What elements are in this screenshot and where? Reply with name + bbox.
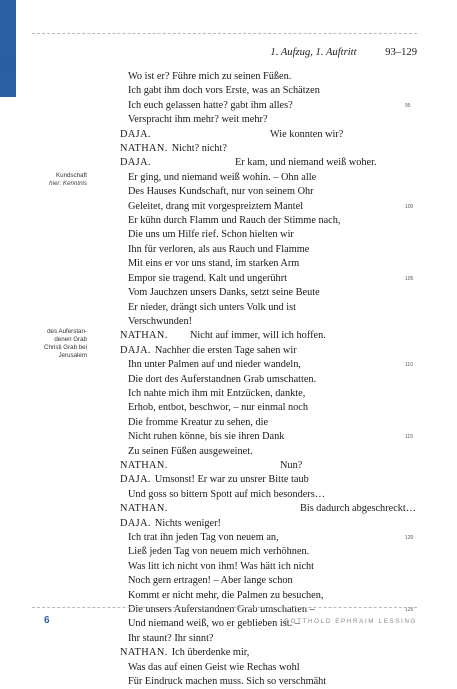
speaker-name: NATHAN. xyxy=(120,459,168,471)
section-label: TEXT xyxy=(3,46,13,78)
author-name: GOTTHOLD EPHRAIM LESSING xyxy=(284,618,417,625)
line-text: Nicht ruhen könne, bis sie ihren Dank xyxy=(128,431,285,443)
verse-line xyxy=(120,113,420,127)
speaker-name: DAJA. xyxy=(120,474,151,486)
margin-gloss-kundschaft xyxy=(49,172,87,188)
line-text: Er nieder, drängt sich unters Volk und ist xyxy=(128,301,296,313)
line-text: Ihr staunt? Ihr sinnt? xyxy=(128,632,214,644)
line-text: Nachher die ersten Tage sahen wir xyxy=(154,344,297,356)
verse-line xyxy=(120,416,420,430)
line-text: Die fromme Kreatur zu sehen, die xyxy=(128,416,269,428)
top-divider xyxy=(32,33,417,34)
margin-gloss-grab xyxy=(44,328,87,360)
verse-line xyxy=(120,70,420,84)
line-text: Was das auf einen Geist wie Rechas wohl xyxy=(128,661,300,673)
speaker-name: NATHAN. xyxy=(120,143,168,155)
line-number: 100 xyxy=(405,203,414,210)
verse-line xyxy=(120,373,420,387)
page-number: 6 xyxy=(44,615,50,626)
bottom-divider xyxy=(32,607,417,608)
speaker-name: DAJA. xyxy=(120,157,151,169)
verse-line xyxy=(120,214,420,228)
line-text: Mit eins er vor uns stand, im starken Arm xyxy=(128,258,300,270)
line-text: Umsonst! Er war zu unsrer Bitte taub xyxy=(154,474,309,486)
verse-line xyxy=(120,646,420,660)
line-text: Und niemand weiß, wo er geblieben ist. – xyxy=(128,618,300,630)
line-text: Er kam, und niemand weiß woher. xyxy=(235,157,377,169)
verse-line xyxy=(120,185,420,199)
speaker-name: DAJA. xyxy=(120,344,151,356)
line-text: Die unsers Auferstandnen Grab umschatten – xyxy=(128,604,315,616)
line-text: Noch gern ertragen! – Aber lange schon xyxy=(128,575,293,587)
verse-line xyxy=(120,430,420,444)
verse-line xyxy=(120,531,420,545)
line-text: Er kühn durch Flamm und Rauch der Stimme nach, xyxy=(128,215,341,227)
line-text: Nicht? nicht? xyxy=(171,143,227,155)
line-text: Ihn für verloren, als aus Rauch und Flamme xyxy=(128,243,310,255)
verse-line xyxy=(120,315,420,329)
line-text: Geleitet, drang mit vorgespreiztem Mantel xyxy=(128,200,304,212)
verse-line xyxy=(120,488,420,502)
speaker-name: DAJA. xyxy=(120,517,151,529)
verse-line xyxy=(120,99,420,113)
verse-line xyxy=(120,589,420,603)
verse-line xyxy=(120,272,420,286)
verse-text xyxy=(120,70,420,689)
verse-line xyxy=(120,661,420,675)
line-text: Bis dadurch abgeschreckt… xyxy=(300,503,417,515)
verse-line xyxy=(120,200,420,214)
line-text: Ich gabt ihm doch vors Erste, was an Schätzen xyxy=(128,85,320,97)
line-text: Er ging, und niemand weiß wohin. – Ohn alle xyxy=(128,171,317,183)
verse-line xyxy=(120,142,420,156)
line-text: Ließ jeden Tag von neuem mich verhöhnen. xyxy=(128,546,310,558)
gloss-term: des Auferstan- xyxy=(47,328,87,335)
line-text: Für Eindruck machen muss. Sich so verschmäht xyxy=(128,676,327,688)
line-text: Verschwunden! xyxy=(128,315,193,327)
act-scene: 1. Aufzug, 1. Auftritt xyxy=(270,47,357,58)
verse-line xyxy=(120,344,420,358)
verse-line xyxy=(120,243,420,257)
line-text: Ich nahte mich ihm mit Entzücken, dankte, xyxy=(128,387,306,399)
verse-line xyxy=(120,286,420,300)
verse-line xyxy=(120,473,420,487)
line-number: 125 xyxy=(405,607,414,614)
verse-line xyxy=(120,560,420,574)
line-number: 115 xyxy=(405,434,413,441)
verse-line xyxy=(120,574,420,588)
verse-line xyxy=(120,502,420,516)
line-text: Und goss so bittern Spott auf mich besonders… xyxy=(128,488,326,500)
gloss-meaning: hier: Kenntnis xyxy=(49,180,87,187)
verse-line xyxy=(120,401,420,415)
verse-line xyxy=(120,632,420,646)
speaker-name: NATHAN. xyxy=(120,330,168,342)
running-head xyxy=(270,47,417,58)
verse-line xyxy=(120,156,420,170)
line-text: Nun? xyxy=(280,459,303,471)
verse-line xyxy=(120,171,420,185)
line-text: Die dort des Auferstandnen Grab umschatten. xyxy=(128,373,317,385)
line-number: 95 xyxy=(405,102,411,109)
verse-line xyxy=(120,228,420,242)
line-range: 93–129 xyxy=(385,47,417,58)
line-text: Nichts weniger! xyxy=(154,517,221,529)
line-number: 110 xyxy=(405,362,413,369)
gloss-meaning: Jerusalem xyxy=(58,352,87,359)
line-text: Ich überdenke mir, xyxy=(171,647,250,659)
verse-line xyxy=(120,603,420,617)
verse-line xyxy=(120,128,420,142)
line-text: Ihn unter Palmen auf und nieder wandeln, xyxy=(128,359,301,371)
speaker-name: DAJA. xyxy=(120,128,151,140)
verse-line xyxy=(120,387,420,401)
line-text: Empor sie tragend. Kalt und ungerührt xyxy=(128,272,287,284)
verse-line xyxy=(120,517,420,531)
verse-line xyxy=(120,84,420,98)
verse-line xyxy=(120,358,420,372)
verse-line xyxy=(120,329,420,343)
verse-line xyxy=(120,459,420,473)
line-text: Wo ist er? Führe mich zu seinen Füßen. xyxy=(128,71,292,82)
verse-line xyxy=(120,301,420,315)
line-number: 120 xyxy=(405,535,414,541)
line-text: Was litt ich nicht von ihm! Was hätt ich nicht xyxy=(128,560,315,572)
verse-line xyxy=(120,257,420,271)
verse-line xyxy=(120,545,420,559)
line-text: Ich euch gelassen hatte? gabt ihm alles? xyxy=(128,99,293,111)
line-text: Erhob, entbot, beschwor, – nur einmal noch xyxy=(128,402,309,414)
line-text: Wie konnten wir? xyxy=(270,128,344,140)
verse-line xyxy=(120,675,420,689)
line-text: Vom Jauchzen unsers Danks, setzt seine Beute xyxy=(128,287,320,299)
gloss-term: Kundschaft xyxy=(56,172,87,179)
gloss-term: denen Grab xyxy=(54,336,87,343)
line-text: Nicht auf immer, will ich hoffen. xyxy=(190,330,326,342)
speaker-name: NATHAN. xyxy=(120,503,168,515)
line-number: 105 xyxy=(405,275,414,282)
gloss-meaning: Christi Grab bei xyxy=(44,344,87,351)
line-text: Kommt er nicht mehr, die Palmen zu besuchen, xyxy=(128,589,324,601)
line-text: Die uns um Hilfe rief. Schon hielten wir xyxy=(128,229,294,241)
line-text: Zu seinen Füßen ausgeweinet. xyxy=(128,445,253,457)
line-text: Verspracht ihm mehr? weit mehr? xyxy=(128,114,268,126)
line-text: Ich trat ihn jeden Tag von neuem an, xyxy=(128,532,279,543)
verse-line xyxy=(120,445,420,459)
line-text: Des Hauses Kundschaft, nur von seinem Ohr xyxy=(128,186,314,198)
speaker-name: NATHAN. xyxy=(120,647,168,659)
